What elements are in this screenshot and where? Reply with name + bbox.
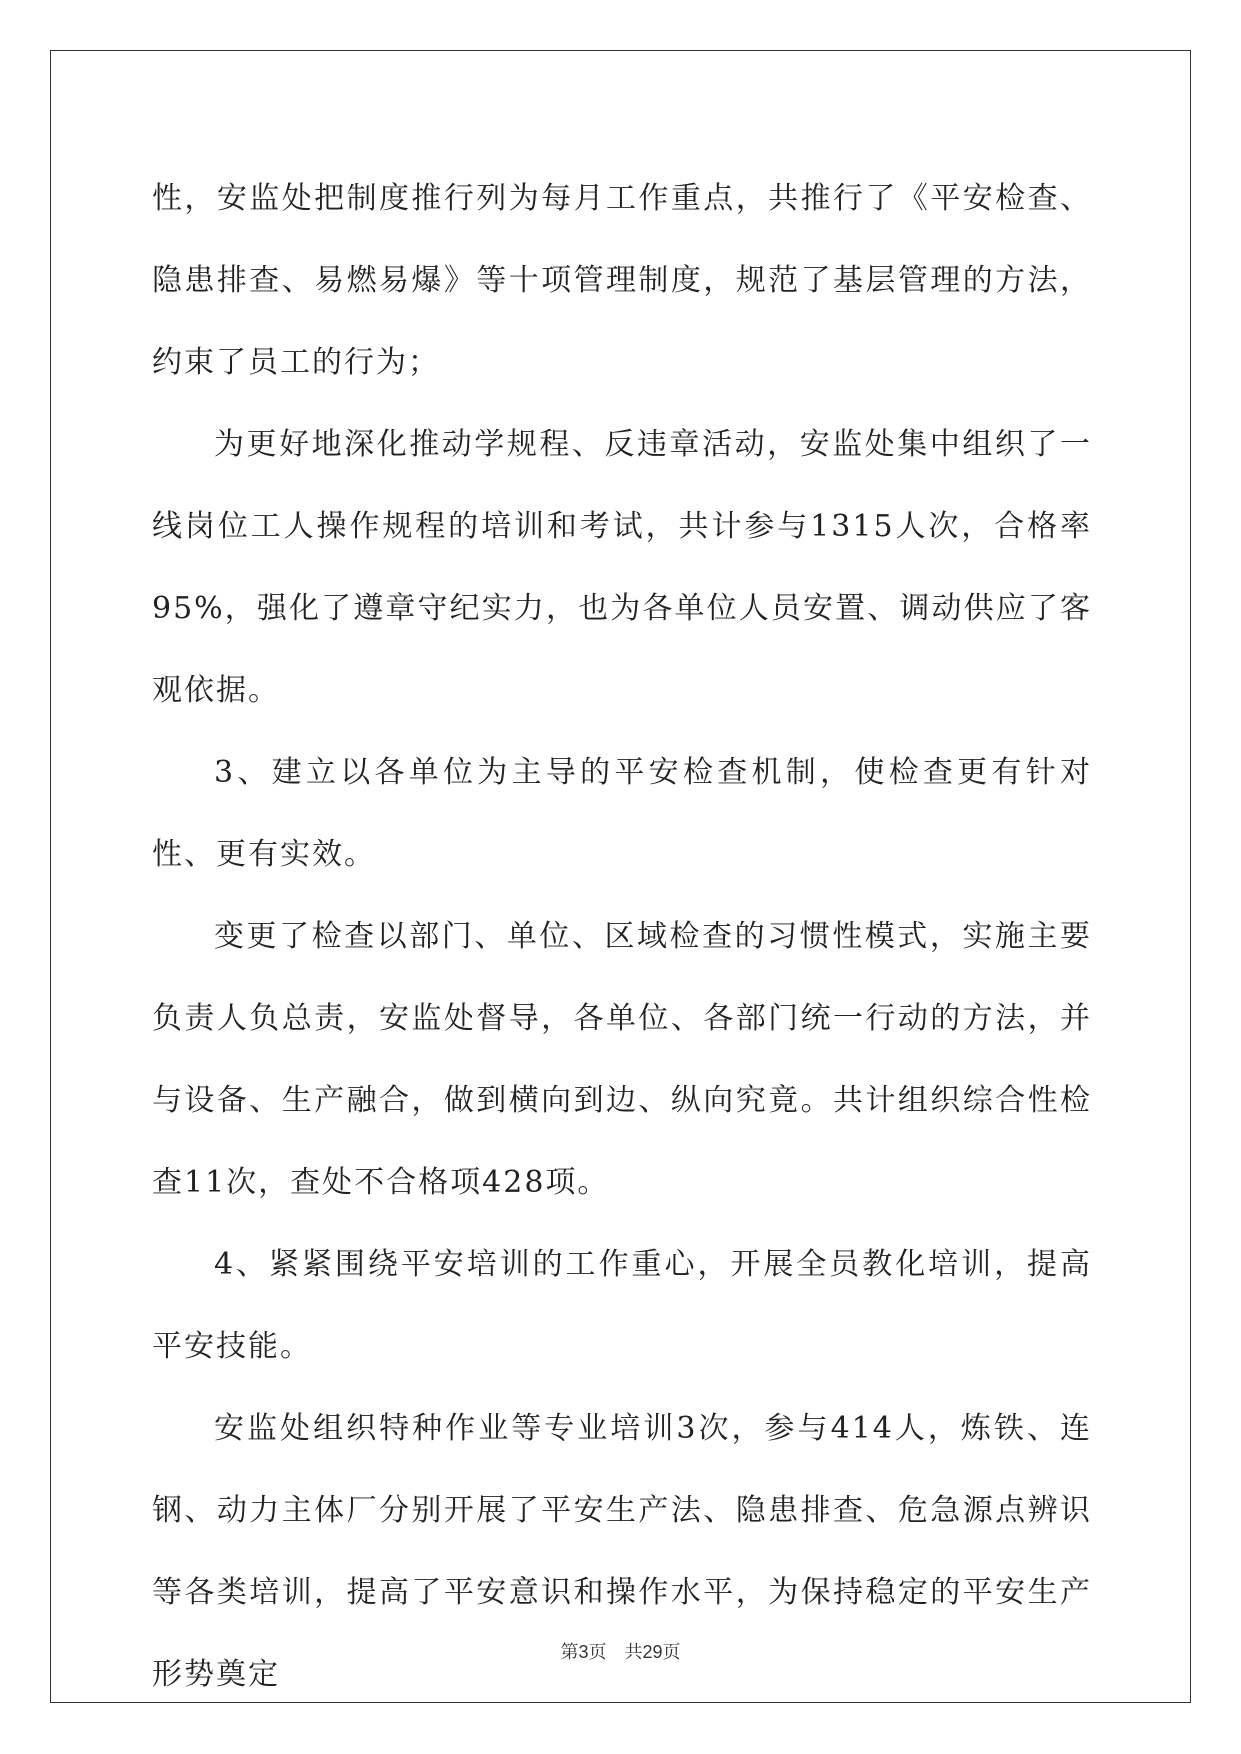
- paragraph-training-exam: 为更好地深化推动学规程、反违章活动，安监处集中组织了一线岗位工人操作规程的培训和考试，共计参与1315人次，合格率95%，强化了遵章守纪实力，也为各单位人员安置、调动供应了客观依据。: [152, 427, 1092, 708]
- document-body: [152, 158, 1092, 1716]
- page-footer: [0, 1640, 1241, 1665]
- paragraph-continuation: 性，安监处把制度推行列为每月工作重点，共推行了《平安检查、隐患排查、易燃易爆》等十项管理制度，规范了基层管理的方法，约束了员工的行为；: [152, 181, 1092, 380]
- footer-total-pages: 29: [642, 1642, 663, 1662]
- paragraph-heading-3: 3、建立以各单位为主导的平安检查机制，使检查更有针对性、更有实效。: [152, 755, 1092, 872]
- paragraph-special-training: 安监处组织特种作业等专业培训3次，参与414人，炼铁、连钢、动力主体厂分别开展了平安生产法、隐患排查、危急源点辨识等各类培训，提高了平安意识和操作水平，为保持稳定的平安生产形势奠定: [152, 1411, 1092, 1692]
- footer-suffix: 页: [662, 1642, 681, 1663]
- footer-prefix: 第: [560, 1642, 579, 1663]
- paragraph-inspection-mode: 变更了检查以部门、单位、区域检查的习惯性模式，实施主要负责人负总责，安监处督导，各单位、各部门统一行动的方法，并与设备、生产融合，做到横向到边、纵向究竟。共计组织综合性检查11次，查处不合格项428项。: [152, 919, 1092, 1200]
- paragraph-heading-4: 4、紧紧围绕平安培训的工作重心，开展全员教化培训，提高平安技能。: [152, 1247, 1092, 1364]
- footer-middle: 页 共: [588, 1642, 643, 1663]
- footer-current-page: 3: [578, 1642, 589, 1662]
